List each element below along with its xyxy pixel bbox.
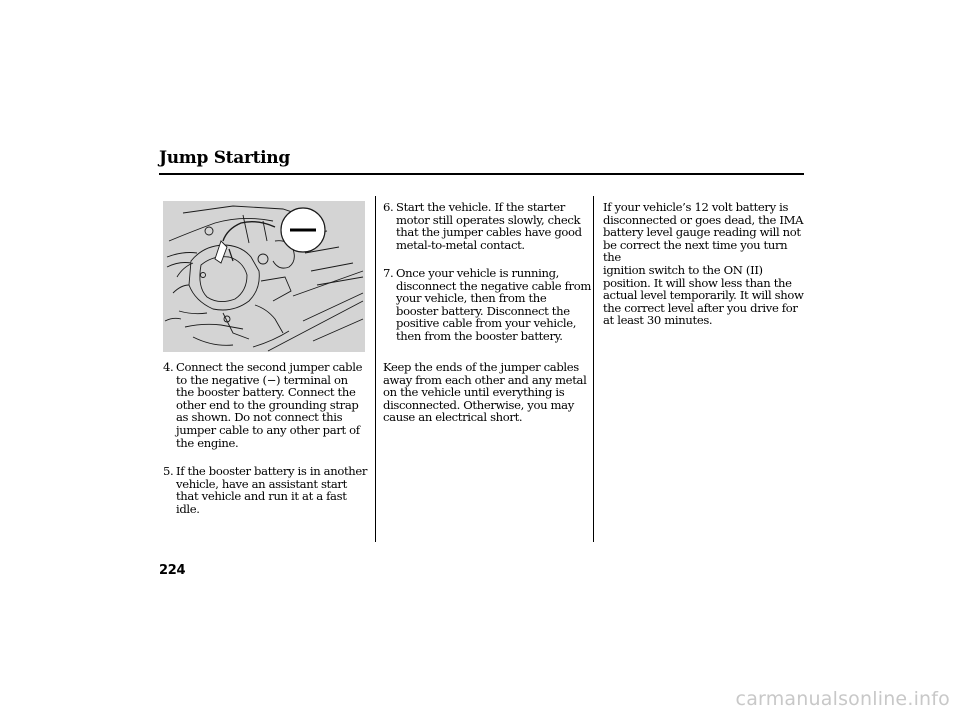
cable-safety-paragraph [383,361,593,424]
column-divider-1 [375,196,376,542]
text-line: Once your vehicle is running, [396,266,559,280]
step-5 [163,464,373,516]
text-line: be correct the next time you turn the [603,237,788,265]
text-line: ignition switch to the ON (II) [603,262,763,277]
page-number: 224 [159,563,186,578]
text-line: on the vehicle until everything is [383,385,565,400]
text-line: actual level temporarily. It will show [603,288,804,303]
text-line: your vehicle, then from the [396,291,547,306]
engine-bay-illustration [163,201,365,352]
text-line: vehicle, have an assistant start [176,476,347,491]
text-line: position. It will show less than the [603,275,792,290]
column-divider-2 [593,196,594,542]
text-line: Connect the second jumper cable [176,360,363,374]
step-text [396,201,582,251]
step-6 [383,201,593,253]
text-line: positive cable from your vehicle, [396,316,577,331]
text-line: motor still operates slowly, check [396,212,581,227]
text-line: the correct level after you drive for [603,300,798,315]
ima-battery-note [603,201,808,327]
text-line: at least 30 minutes. [603,313,713,328]
text-line: then from the booster battery. [396,328,563,343]
site-watermark: carmanualsonline.info [735,688,950,710]
text-line: to the negative (−) terminal on [176,372,348,387]
text-line: the booster battery. Connect the [176,385,356,400]
text-line: away from each other and any metal [383,372,587,387]
text-line: other end to the grounding strap [176,397,359,412]
text-line: Keep the ends of the jumper cables [383,360,579,374]
negative-terminal-icon [281,208,325,252]
text-line: disconnected or goes dead, the IMA [603,212,804,227]
step-4 [163,361,373,453]
step-text [176,465,373,515]
step-7 [383,267,593,345]
text-line: disconnect the negative cable from [396,278,591,293]
text-line: booster battery. Disconnect the [396,303,570,318]
text-line: the engine. [176,435,239,450]
step-number: 4. [163,360,174,374]
step-number: 7. [383,266,394,280]
section-title: Jump Starting [159,148,290,168]
engine-bay-drawing [163,201,365,352]
step-number: 6. [383,200,394,214]
text-line: as shown. Do not connect this [176,410,343,425]
text-line: metal-to-metal contact. [396,237,525,252]
text-line: disconnected. Otherwise, you may [383,397,574,412]
text-line: that vehicle and run it at a fast idle. [176,489,347,516]
text-line: Start the vehicle. If the starter [396,200,565,214]
text-line: jumper cable to any other part of [176,422,360,437]
text-line: that the jumper cables have good [396,225,582,240]
text-line: If the booster battery is in another [176,464,368,478]
step-text [396,267,591,343]
title-rule [159,173,804,175]
text-line: If your vehicle’s 12 volt battery is [603,200,789,214]
step-text [176,361,362,449]
step-number: 5. [163,464,174,478]
text-line: cause an electrical short. [383,410,523,425]
text-line: battery level gauge reading will not [603,225,801,240]
